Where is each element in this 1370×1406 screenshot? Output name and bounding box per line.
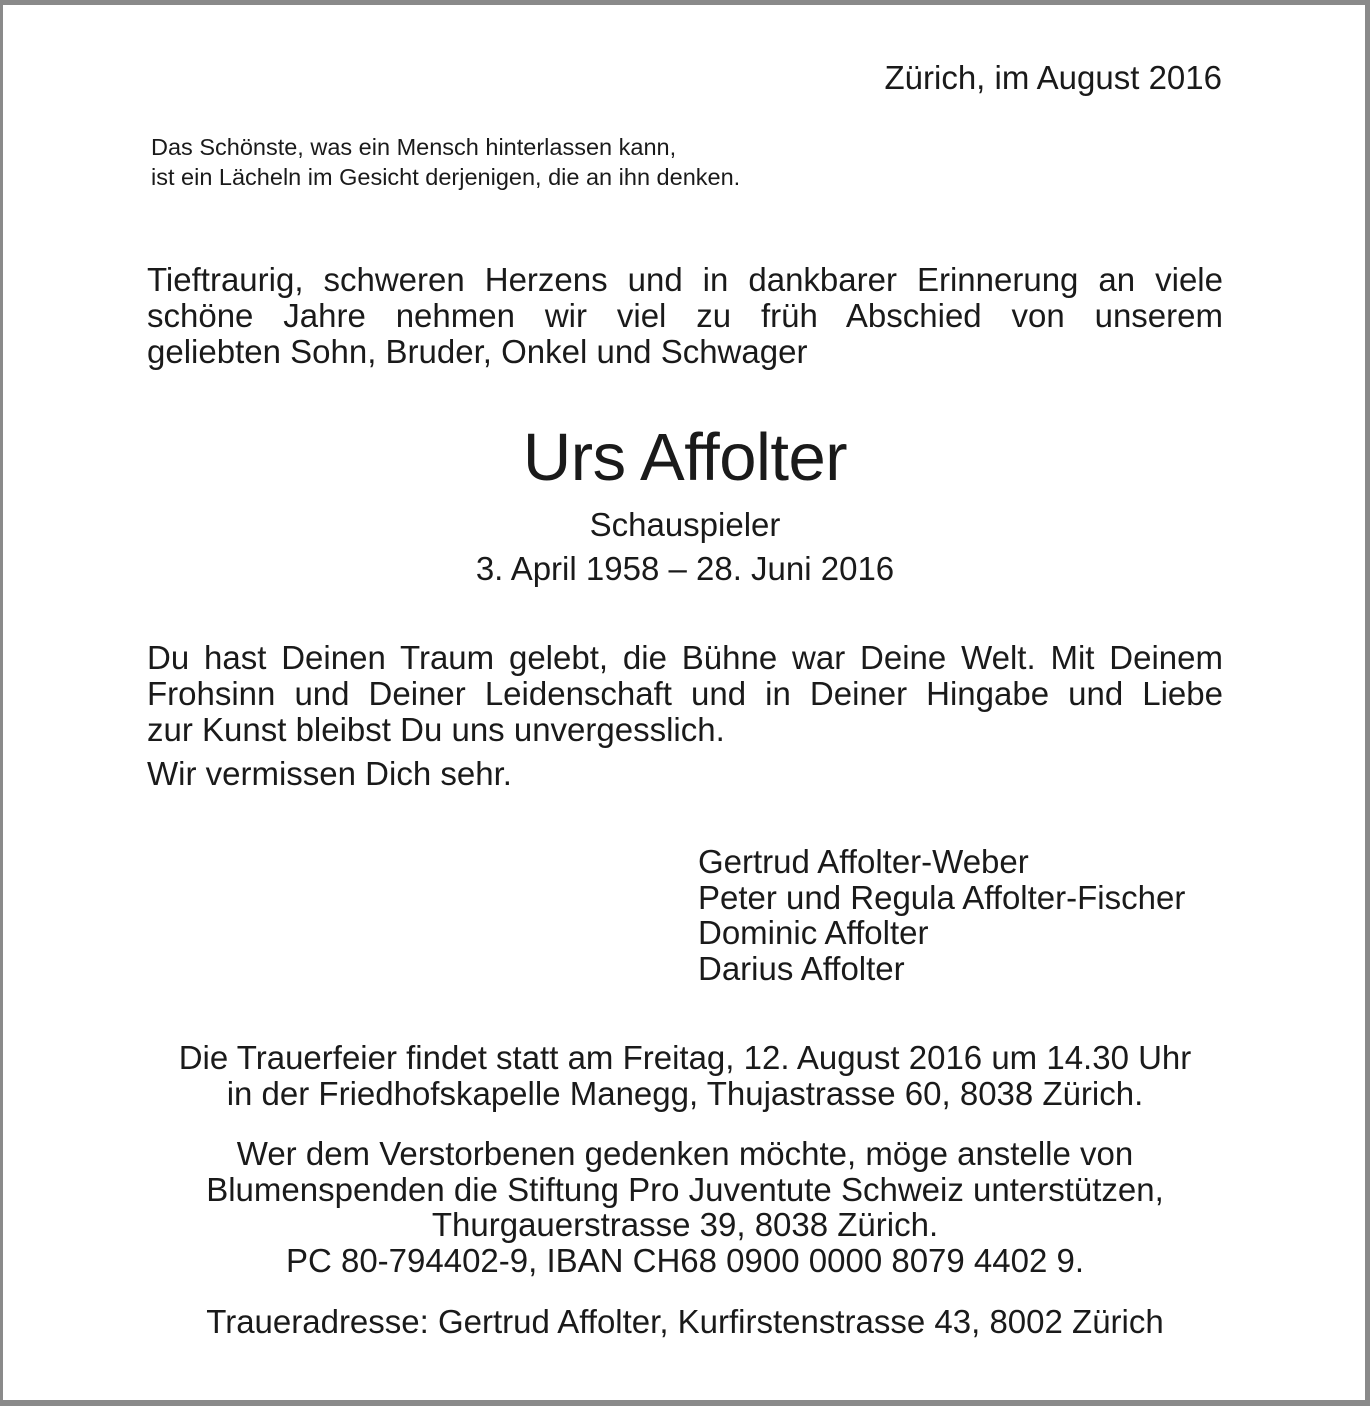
mourners-list [698,844,1185,986]
donation-line-4: PC 80-794402-9, IBAN CH68 0900 0000 8079 4402 9. [285,1241,1085,1279]
funeral-line-1: Die Trauerfeier findet statt am Freitag, 12. August 2016 um 14.30 Uhr [178,1039,1192,1076]
mourner-name: Darius Affolter [698,949,905,987]
intro-line-2: schöne Jahre nehmen wir viel zu früh Abschied von unserem [147,297,1223,334]
deceased-name: Urs Affolter [522,420,848,495]
funeral-line-2: in der Friedhofskapelle Manegg, Thujastrasse 60, 8038 Zürich. [226,1075,1144,1112]
tribute-paragraph [147,640,1223,748]
donation-line-1: Wer dem Verstorbenen gedenken möchte, möge anstelle von [236,1135,1134,1172]
deceased-profession: Schauspieler [589,506,781,543]
intro-line-3: geliebten Sohn, Bruder, Onkel und Schwager [147,333,808,370]
funeral-notice [0,1040,1370,1112]
mourner-name: Dominic Affolter [698,914,929,951]
intro-paragraph [147,262,1223,370]
epigraph-quote [151,132,740,192]
donation-line-3: Thurgauerstrasse 39, 8038 Zürich. [431,1206,939,1243]
quote-line-2: ist ein Lächeln im Gesicht derjenigen, die an ihn denken. [151,164,741,190]
donation-line-2: Blumenspenden die Stiftung Pro Juventute Schweiz unterstützen, [206,1170,1164,1208]
mourner-name: Gertrud Affolter-Weber [698,843,1029,880]
quote-line-1: Das Schönste, was ein Mensch hinterlassen kann, [151,134,677,160]
tribute-line-3: zur Kunst bleibst Du uns unvergesslich. [147,711,725,748]
intro-line-1: Tieftraurig, schweren Herzens und in dankbarer Erinnerung an viele [147,261,1223,298]
tribute-line-2: Frohsinn und Deiner Leidenschaft und in Deiner Hingabe und Liebe [147,675,1223,712]
place-date: Zürich, im August 2016 [884,59,1222,96]
tribute-closing: Wir vermissen Dich sehr. [147,755,512,792]
deceased-lifespan: 3. April 1958 – 28. Juni 2016 [475,550,895,587]
tribute-line-1: Du hast Deinen Traum gelebt, die Bühne war Deine Welt. Mit Deinem [147,639,1223,676]
mourning-address: Traueradresse: Gertrud Affolter, Kurfirstenstrasse 43, 8002 Zürich [206,1303,1164,1340]
donation-notice [0,1136,1370,1278]
mourner-name: Peter und Regula Affolter-Fischer [698,878,1186,916]
